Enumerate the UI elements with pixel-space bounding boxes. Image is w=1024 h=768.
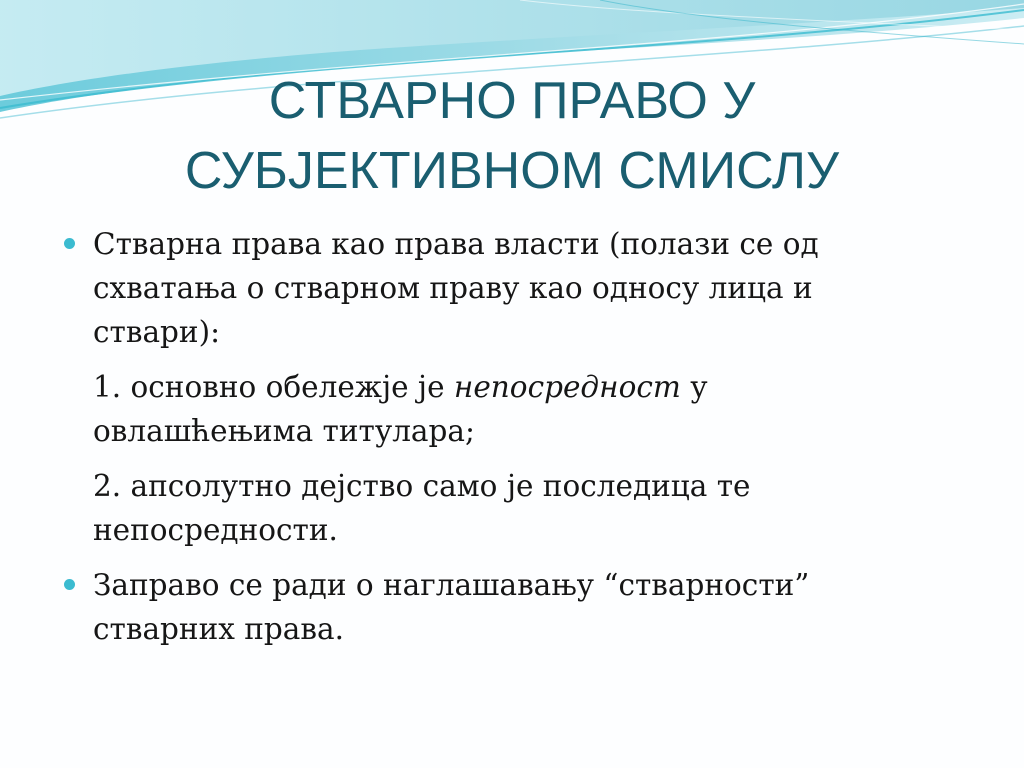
sub-item-1-line-2: овлашћењима титулара; <box>93 414 475 448</box>
bullet-1-line-1: Стварна права као права власти (полази се од <box>93 227 819 261</box>
bullet-item-1 <box>60 222 950 354</box>
sub-item-1-line-1 <box>93 365 950 409</box>
sub-item-2-line-1: 2. апсолутно дејство само је последица те <box>93 469 751 503</box>
sub-item-1 <box>60 365 950 453</box>
sub-item-1-text-before: 1. основно обележје је <box>93 370 454 404</box>
bullet-item-2 <box>60 563 950 651</box>
sub-item-2-line-2: непосредности. <box>93 513 338 547</box>
bullet-dot-icon <box>64 579 75 590</box>
slide-title-line-2: СУБЈЕКТИВНОМ СМИСЛУ <box>184 142 840 200</box>
sub-item-1-text-after: у <box>680 370 708 404</box>
bullet-1-line-2: схватања о стварном праву као односу лица и <box>93 271 813 305</box>
bullet-1-line-3: ствари): <box>93 315 221 349</box>
sub-item-1-italic-term: непосредност <box>453 370 681 404</box>
slide-title-line-1: СТВАРНО ПРАВО У <box>268 72 756 130</box>
bullet-dot-icon <box>64 238 75 249</box>
bullet-2-line-1: Заправо се ради о наглашавању “стварности” <box>93 568 810 602</box>
slide-title <box>60 66 964 206</box>
sub-item-2 <box>60 464 950 552</box>
slide-body <box>60 222 950 662</box>
bullet-2-line-2: стварних права. <box>93 612 344 646</box>
